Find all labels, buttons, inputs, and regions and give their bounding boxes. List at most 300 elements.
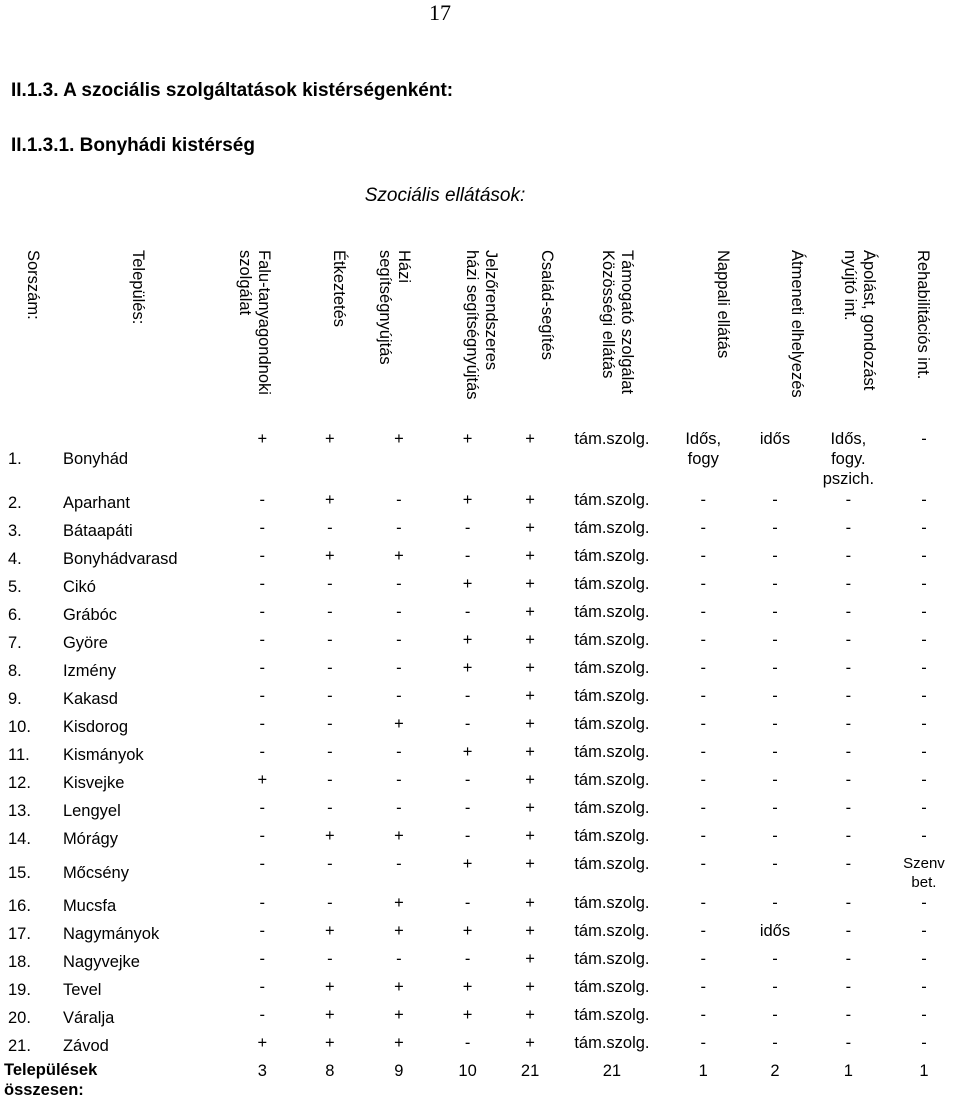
total-cell-text: 10 — [458, 1062, 477, 1080]
service-cell — [295, 489, 364, 517]
row-number-text: 19. — [8, 981, 31, 999]
totals-label — [4, 1060, 229, 1107]
service-cell-text: - — [700, 491, 706, 509]
header-telepules — [129, 250, 157, 325]
service-cell — [364, 489, 433, 517]
service-cell-text: - — [772, 575, 778, 593]
settlement-name — [63, 853, 229, 892]
table-row — [4, 948, 960, 976]
service-cell — [229, 741, 295, 769]
service-cell-text: + — [394, 978, 404, 996]
total-cell — [665, 1060, 741, 1107]
service-cell-text: - — [396, 659, 402, 677]
service-cell-text: - — [464, 687, 471, 705]
service-cell-text: - — [845, 799, 852, 817]
header-csaladsegites — [538, 250, 566, 361]
service-cell-text: - — [327, 743, 333, 761]
service-cell-text: - — [327, 687, 333, 705]
service-cell — [433, 1032, 501, 1060]
service-cell — [502, 545, 559, 573]
service-cell-text: + — [525, 547, 535, 565]
service-cell — [558, 920, 665, 948]
service-cell-text: - — [845, 855, 852, 873]
settlement-name-text: Tevel — [62, 981, 102, 999]
settlement-name-text: Bonyhádvarasd — [62, 550, 178, 568]
service-cell — [558, 545, 665, 573]
service-cell-text: tám.szolg. — [574, 519, 650, 537]
service-cell-text: + — [525, 922, 535, 940]
service-cell-text: - — [700, 743, 706, 761]
service-cell-text: - — [921, 659, 927, 677]
service-cell-text: tám.szolg. — [574, 430, 650, 448]
column-header-label: Település: — [129, 250, 147, 325]
table-row — [4, 741, 960, 769]
service-cell-text: - — [700, 603, 706, 621]
row-number — [4, 428, 63, 489]
service-cell-text: - — [259, 827, 266, 845]
service-cell-text: - — [845, 547, 852, 565]
service-cell — [502, 601, 559, 629]
service-cell — [665, 601, 741, 629]
service-cell — [229, 1004, 295, 1032]
service-cell — [665, 769, 741, 797]
service-cell-text: - — [921, 771, 927, 789]
row-number — [4, 797, 63, 825]
settlement-name-text: Izmény — [62, 662, 117, 680]
service-cell-text: tám.szolg. — [574, 715, 650, 733]
row-number — [4, 545, 63, 573]
service-cell-text: - — [396, 519, 402, 537]
service-cell — [665, 948, 741, 976]
service-cell-text: - — [845, 1034, 852, 1052]
section-heading: II.1.3. A szociális szolgáltatások kistérségenként: — [11, 80, 454, 101]
row-number-text: 16. — [8, 897, 31, 915]
settlement-name-text: Cikó — [62, 578, 96, 596]
service-cell-text: - — [700, 547, 706, 565]
row-number — [4, 517, 63, 545]
service-cell-text: - — [259, 575, 266, 593]
service-cell — [665, 545, 741, 573]
service-cell-text: + — [525, 659, 535, 677]
service-cell-text: - — [259, 631, 266, 649]
service-cell — [364, 825, 433, 853]
service-cell-text: + — [525, 1034, 535, 1052]
service-cell — [502, 741, 559, 769]
service-cell — [229, 713, 295, 741]
settlement-name — [63, 545, 229, 573]
table-row — [4, 428, 960, 489]
service-cell — [741, 976, 809, 1004]
service-cell-text: + — [525, 950, 535, 968]
service-cell — [229, 797, 295, 825]
column-header-label: Házi segítségnyújtás — [376, 250, 413, 365]
service-cell — [229, 825, 295, 853]
service-cell — [741, 741, 809, 769]
service-cell-text: + — [325, 827, 335, 845]
service-cell-text: - — [772, 827, 778, 845]
service-cell — [888, 1032, 960, 1060]
settlement-name — [63, 892, 229, 920]
table-row — [4, 545, 960, 573]
total-cell-text: 21 — [520, 1062, 540, 1080]
table-row — [4, 769, 960, 797]
service-cell-text: - — [396, 950, 402, 968]
service-cell — [295, 948, 364, 976]
service-cell-text: + — [525, 1006, 535, 1024]
service-cell-text: - — [772, 659, 778, 677]
row-number — [4, 892, 63, 920]
service-cell — [558, 657, 665, 685]
service-cell — [433, 892, 501, 920]
service-cell-text: - — [921, 743, 927, 761]
service-cell-text: - — [921, 922, 927, 940]
service-cell-text: + — [325, 1006, 335, 1024]
service-cell — [888, 797, 960, 825]
service-cell-text: + — [525, 978, 535, 996]
service-cell-text: + — [462, 1006, 473, 1024]
service-cell-text: + — [325, 547, 335, 565]
settlement-name — [63, 741, 229, 769]
service-cell-text: - — [921, 547, 927, 565]
service-cell-text: + — [462, 659, 473, 677]
service-cell — [558, 797, 665, 825]
header-jelzorendszer — [463, 250, 510, 400]
service-cell — [809, 892, 888, 920]
service-cell-text: - — [845, 1006, 852, 1024]
service-cell — [295, 713, 364, 741]
service-cell — [741, 825, 809, 853]
service-cell — [888, 1004, 960, 1032]
service-cell-text: tám.szolg. — [574, 771, 650, 789]
service-cell — [888, 545, 960, 573]
service-cell — [888, 853, 960, 892]
table-row — [4, 685, 960, 713]
service-cell — [809, 713, 888, 741]
service-cell-text: idős — [759, 922, 791, 940]
column-header-label: Jelzőrendszeres házi segítségnyújtás — [463, 250, 500, 400]
service-cell — [433, 713, 501, 741]
subsection-heading: II.1.3.1. Bonyhádi kistérség — [11, 135, 255, 156]
service-cell-text: + — [525, 575, 535, 593]
service-cell — [502, 657, 559, 685]
service-cell-text: - — [921, 715, 927, 733]
service-cell — [229, 517, 295, 545]
settlement-name — [63, 629, 229, 657]
service-cell — [741, 948, 809, 976]
service-cell — [741, 428, 809, 489]
row-number — [4, 1032, 63, 1060]
service-cell — [295, 853, 364, 892]
header-falugondnok — [236, 250, 283, 395]
service-cell — [433, 1004, 501, 1032]
service-cell — [433, 853, 501, 892]
service-cell — [809, 797, 888, 825]
total-cell-text: 9 — [394, 1062, 404, 1080]
service-cell — [558, 1004, 665, 1032]
service-cell — [809, 948, 888, 976]
service-cell — [809, 545, 888, 573]
row-number-text: 6. — [8, 606, 22, 624]
service-cell-text: - — [700, 827, 706, 845]
service-cell — [502, 797, 559, 825]
settlement-name-text: Györe — [62, 634, 108, 652]
total-cell — [364, 1060, 433, 1107]
service-cell — [295, 517, 364, 545]
service-cell-text: - — [396, 771, 402, 789]
service-cell-text: + — [525, 827, 535, 845]
row-number-text: 13. — [8, 802, 31, 820]
settlement-name-text: Nagyvejke — [62, 953, 140, 971]
service-cell — [809, 629, 888, 657]
service-cell — [433, 920, 501, 948]
service-cell-text: - — [464, 547, 471, 565]
settlement-name-text: Grábóc — [62, 606, 118, 624]
settlement-name — [63, 428, 229, 489]
service-cell — [665, 853, 741, 892]
service-cell — [809, 1032, 888, 1060]
service-cell-text: + — [462, 922, 473, 940]
table-row — [4, 797, 960, 825]
service-cell — [229, 601, 295, 629]
settlement-name-text: Kisdorog — [62, 718, 129, 736]
service-cell — [364, 685, 433, 713]
service-cell-text: + — [462, 430, 473, 448]
table-row — [4, 1032, 960, 1060]
service-cell-text: + — [394, 1006, 404, 1024]
service-cell — [433, 976, 501, 1004]
service-cell-text: - — [464, 894, 471, 912]
settlement-name — [63, 713, 229, 741]
settlement-name-text: Bonyhád — [62, 449, 129, 468]
table-row — [4, 601, 960, 629]
row-number — [4, 825, 63, 853]
row-number-text: 8. — [8, 662, 22, 680]
service-cell — [888, 517, 960, 545]
service-cell-text: + — [325, 1034, 335, 1052]
service-cell — [433, 517, 501, 545]
service-cell-text: - — [396, 743, 402, 761]
service-cell-text: - — [700, 575, 706, 593]
service-cell — [888, 573, 960, 601]
column-header-label: Étkeztetés — [330, 250, 348, 328]
service-cell-text: + — [394, 1034, 404, 1052]
service-cell-text: - — [327, 950, 333, 968]
service-cell-text: + — [525, 855, 535, 873]
service-cell — [502, 892, 559, 920]
service-cell — [558, 629, 665, 657]
service-cell-text: - — [772, 519, 778, 537]
total-cell-text: 8 — [325, 1062, 335, 1080]
settlement-name-text: Mórágy — [62, 830, 118, 848]
service-cell-text: - — [396, 631, 402, 649]
service-cell-text: - — [327, 715, 333, 733]
row-number-text: 7. — [8, 634, 22, 652]
column-header-label: Átmeneti elhelyezés — [788, 250, 806, 398]
service-cell-text: - — [327, 603, 333, 621]
service-cell-text: - — [464, 603, 471, 621]
column-header-label: Sorszám: — [24, 250, 42, 320]
column-header-label: Nappali ellátás — [714, 250, 732, 359]
service-cell — [741, 1032, 809, 1060]
service-cell-text: - — [845, 771, 852, 789]
table-row — [4, 853, 960, 892]
service-cell-text: - — [396, 687, 402, 705]
settlement-name-text: Aparhant — [62, 494, 130, 512]
row-number-text: 2. — [8, 494, 22, 512]
service-cell-text: - — [845, 827, 852, 845]
service-cell — [888, 657, 960, 685]
service-cell — [364, 629, 433, 657]
service-cell — [295, 976, 364, 1004]
service-cell-text: - — [464, 827, 471, 845]
service-cell-text: - — [772, 1034, 778, 1052]
total-cell — [502, 1060, 559, 1107]
service-cell — [364, 517, 433, 545]
service-cell — [809, 601, 888, 629]
table-row — [4, 892, 960, 920]
service-cell — [558, 517, 665, 545]
service-cell-text: - — [464, 1034, 471, 1052]
service-cell-text: - — [921, 631, 927, 649]
service-cell — [229, 428, 295, 489]
service-cell — [665, 517, 741, 545]
service-cell-text: + — [394, 715, 404, 733]
service-cell-text: + — [325, 491, 335, 509]
service-cell-text: tám.szolg. — [574, 922, 650, 940]
service-cell-text: - — [327, 575, 333, 593]
row-number — [4, 489, 63, 517]
service-cell-text: + — [525, 491, 535, 509]
service-cell-text: + — [325, 922, 335, 940]
service-cell-text: - — [700, 894, 706, 912]
total-cell-text: 21 — [602, 1062, 622, 1080]
service-cell-text: - — [259, 855, 266, 873]
service-cell-text: tám.szolg. — [574, 894, 650, 912]
service-cell-text: tám.szolg. — [574, 547, 650, 565]
service-cell — [502, 713, 559, 741]
service-cell-text: + — [325, 430, 335, 448]
service-cell-text: - — [921, 575, 927, 593]
service-cell — [502, 629, 559, 657]
settlement-name-text: Nagymányok — [62, 925, 160, 943]
total-cell-text: 1 — [698, 1062, 708, 1080]
header-sorszam — [24, 250, 52, 320]
settlement-name — [63, 797, 229, 825]
service-cell — [295, 685, 364, 713]
service-cell-text: - — [700, 799, 706, 817]
service-cell-text: - — [772, 743, 778, 761]
header-etkeztetes — [330, 250, 358, 328]
column-header-label: Család-segítés — [538, 250, 556, 361]
header-tamogato — [599, 250, 646, 394]
service-cell-text: - — [700, 978, 706, 996]
service-cell-text: - — [259, 659, 266, 677]
service-cell — [295, 1032, 364, 1060]
column-header-label: Támogató szolgálat Közösségi ellátás — [599, 250, 636, 394]
row-number-text: 21. — [8, 1037, 31, 1055]
service-cell-text: tám.szolg. — [574, 799, 650, 817]
service-cell-text: - — [259, 799, 266, 817]
service-cell — [888, 428, 960, 489]
total-cell-text: 1 — [919, 1062, 929, 1080]
service-cell — [295, 428, 364, 489]
service-cell — [364, 545, 433, 573]
service-cell — [558, 573, 665, 601]
service-cell-text: - — [845, 603, 852, 621]
service-cell-text: - — [700, 855, 706, 873]
service-cell-text: Idős, fogy — [685, 430, 722, 468]
column-header-label: Falu-tanyagondnoki szolgálat — [236, 250, 273, 395]
service-cell — [364, 428, 433, 489]
row-number-text: 20. — [8, 1009, 31, 1027]
service-cell — [741, 892, 809, 920]
settlement-name — [63, 948, 229, 976]
service-cell-text: tám.szolg. — [574, 575, 650, 593]
service-cell-text: + — [525, 430, 535, 448]
service-cell-text: + — [462, 978, 473, 996]
service-cell — [295, 1004, 364, 1032]
header-rehabilitacio — [914, 250, 942, 380]
service-cell — [433, 657, 501, 685]
service-cell — [665, 892, 741, 920]
service-cell-text: + — [462, 491, 473, 509]
totals-label-text: Települések összesen: — [4, 1061, 98, 1099]
table-row — [4, 657, 960, 685]
settlement-name-text: Kakasd — [62, 690, 118, 708]
service-cell-text: - — [700, 1006, 706, 1024]
settlement-name-text: Mucsfa — [62, 897, 117, 915]
service-cell — [888, 713, 960, 741]
table-row — [4, 1004, 960, 1032]
service-cell-text: - — [772, 771, 778, 789]
service-cell — [741, 657, 809, 685]
service-cell — [229, 489, 295, 517]
settlement-name-text: Kismányok — [62, 746, 144, 764]
table-row — [4, 976, 960, 1004]
service-cell — [888, 825, 960, 853]
total-cell-text: 1 — [843, 1062, 853, 1080]
service-cell-text: + — [525, 743, 535, 761]
service-cell-text: - — [259, 950, 266, 968]
service-cell — [665, 825, 741, 853]
service-cell-text: - — [700, 950, 706, 968]
service-cell — [364, 1004, 433, 1032]
service-cell — [295, 573, 364, 601]
settlement-name — [63, 657, 229, 685]
service-cell-text: - — [921, 894, 927, 912]
service-cell — [229, 685, 295, 713]
service-cell-text: - — [772, 855, 778, 873]
service-cell — [665, 1004, 741, 1032]
service-cell — [433, 685, 501, 713]
header-hazi-segitseg — [376, 250, 423, 365]
service-cell-text: - — [845, 519, 852, 537]
service-cell-text: - — [464, 715, 471, 733]
service-cell-text: - — [700, 631, 706, 649]
service-cell-text: - — [845, 631, 852, 649]
service-cell-text: - — [772, 1006, 778, 1024]
service-cell — [502, 573, 559, 601]
service-cell-text: - — [772, 491, 778, 509]
service-cell-text: + — [525, 894, 535, 912]
service-cell-text: + — [394, 827, 404, 845]
settlement-name — [63, 489, 229, 517]
service-cell-text: - — [772, 799, 778, 817]
service-cell-text: tám.szolg. — [574, 855, 650, 873]
service-cell-text: tám.szolg. — [574, 827, 650, 845]
service-cell — [229, 657, 295, 685]
settlement-name-text: Kisvejke — [62, 774, 125, 792]
